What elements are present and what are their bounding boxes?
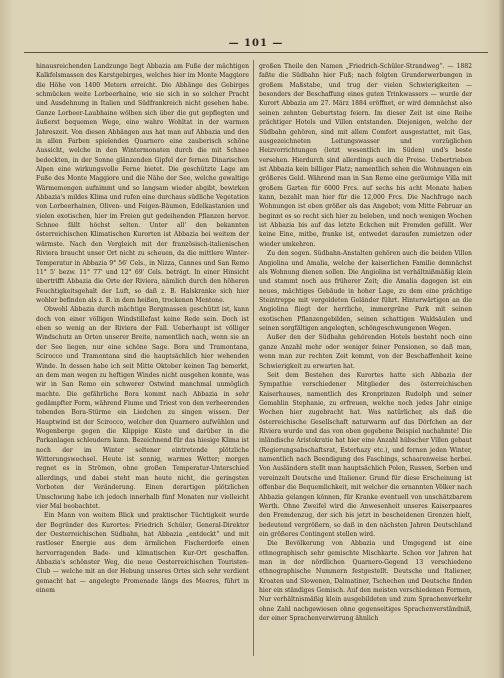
- paragraph: Ein Mann von weitem Blick und praktischer Tüchtigkeit wurde der Begründer des Kurortes: Friedrich Schüler, General-Direktor der Oesterreichischen Südbahn, hat Abbazia „entdeckt“ und mit rastloser Energie aus dem ärmlichen Fischerdorfe einen hervorragenden Bade- und klimatischen Kur-Ort geschaffen. Abbazia's schönster Weg, die neue Oesterreichischen Touristen-Club — welche mit an der Hebung unseres Ortes sich sehr verdient gemacht hat — angelegte Promenade längs des Meeres, führt in einem: [36, 512, 249, 595]
- paragraph: Außer den der Südbahn gehörenden Hotels besteht noch eine ganze Anzahl mehr oder weniger feiner Pensionen, so daß man, wenn man zur rechten Zeit kommt, von der Beschaffenheit keine Schwierigkeit zu erwarten hat.: [259, 334, 472, 370]
- page-number: — 101 —: [228, 38, 284, 49]
- paragraph: Seit dem Bestehen des Kurortes hatte sich Abbazia der Sympathie verschiedener Mitglieder des österreichischen Kaiserhauses, namentlich des Kronprinzen Rudolph und seiner Gemahlin Stephanie, zu erfreuen, welche noch jedes Jahr einige Wochen hier zugebracht hat. Was natürlicher, als daß die österreichische Gesellschaft naturwarm auf das Dörfchen an der Riviera wurde und das von oben gegebene Beispiel nachahmte! Die inländische Aristokratie hat hier eine Anzahl hübscher Villen gebaut (Regierungsabschaftsrat, Esterhazy etc.), und fernen jeden Winter, namentlich nach Beendigung des Faschings, schaarenweise herbei. Von Ausländern stellt man hauptsächlich Polen, Russen, Serben und vereinzelt Deutsche und Italiener. Grund für diese Erscheinung ist offenbar die Bequemlichkeit, mit welcher die ernannten Völker nach Abbazia gelangen können, für Kranke eventuell von unschätzbarem Werth. Ohne Zweifel wird die Anwesenheit unseres Kaiserpaares den Fremdenzug, der sich bis jetzt in bescheidenen Grenzen hielt, bedeutend vergrößern, so daß in den nächsten Jahren Deutschland ein größeres Contingent stellen wird.: [259, 371, 472, 538]
- column-divider: [253, 60, 254, 656]
- right-column: [259, 62, 472, 624]
- page-edge-shadow: [498, 0, 504, 678]
- left-column: [36, 62, 249, 595]
- paragraph: Zu den sogen. Südbahn-Anstalten gehören auch die beiden Villen Angiolina und Amalia, welche der kaiserlichen Familie demnächst als Wohnung dienen sollen. Die Angiolina ist verhältnißmäßig klein und stammt noch aus früherer Zeit; die Amalia dagegen ist ein neues, mächtiges Gebäude in hoher Lage, zu dem eine prächtige Steintreppe mit vergoldeten Geländer führt. Hinterwärtigen an die Angiolina fliegt der herrliche, immergrüne Park mit seinen exotischen Pflanzengebilden, seinen schattigen Waldsäulen und seinen sorgfältigen angelegten, schöngeschwungenen Wegen.: [259, 250, 472, 333]
- paragraph: Obwohl Abbazia durch mächtige Bergmassen geschützt ist, kann doch von einer völligen Windstillefast keine Rede sein. Doch ist eben so wenig an der Riviera der Fall. Ueberhaupt ist völliger Windschutz an Orten unserer Breite, namentlich nach, wenn sie an der See liegen, nur eine schöne Sage. Bora und Tramontana, Scirocco und Tramontana sind die hauptsächlich hier wehenden Winde. In dessen habe ich seit Mitte Oktober keinen Tag bemerkt, an dem man wegen zu heftigen Windes nicht ausgehen konnte, was wir in San Remo ein schwerer Ostwind manchmal unmöglich machte. Die gefährliche Bora kommt nach Abbazia in sehr gedämpfter Form, während Fiume und Triest von den verheerenden tobenden Bora-Stürme ein Liedchen zu singen wissen. Der Hauptwind ist der Scirocco, welcher den Quarnero aufwühlen und Wogenberge gegen die Klippige Küste und darüber in die Parkanlagen schleudern kann. Bezeichnend für das hiesige Klima ist noch der im Winter seltener eintretende plötzliche Witterungswechsel. Heute ist sonnig, warmes Wetter; morgen regnet es in Strömen, ohne großen Temperatur-Unterschied allerdings, und dabei steht man heute nicht, die geringsten Vorboten der Veränderung. Einen derartigen plötzlichen Umschwung habe ich jedoch innerhalb fünf Monaten nur vielleicht vier Mal beobachtet.: [36, 306, 249, 510]
- paragraph: hinausreichenden Landzunge liegt Abbazia am Fuße der mächtigen Kalkfelsmassen des Karstgebirges, welches hier im Monte Maggiore die Höhe von 1400 Metern erreicht. Die Abhänge des Gebirges schmücken weite Lorbeerhaine, wie sie sich in so solcher Pracht und Ausdehnung in Italien und Südfrankreich nicht gesehen habe. Ganze Lorbeer-Laubhaine wölben sich über die gut gepflegten und äußerst bequemen Wege, eine wahre Wohltat in der warmen Jahreszeit. Von diesen Abhängen aus hat man auf Abbazia und den in allen Farben spielenden Quarnero eine zauberisch schöne Aussicht, welche in den Wintermonaten durch die mit Schnee bedeckten, in der Sonne glänzenden Gipfel der fernen Dinarischen Alpen eine wirkungsvolle Ferne bietet. Die geschützte Lage am Fuße des Monte Maggiore und die Nähe der See, welche gewaltige Wärmemengen aufnimmt und so langsam wieder abgibt, bewirken Abbazia's mildes Klima und rufen eine durchaus südliche Vegetation von Lorbeerhainen, Oliven- und Feigen-Bäumen, Edelkastanien und vielen exotischen, hier im Freien gut gedeihenden Pflanzen hervor. Schnee fällt höchst selten. Unter all' den bekannten österreichischen Klimatischen Kurorten ist Abbazia bei weitem der wärmste. Nach den Vergleich mit der französisch-italienischen Riviera braucht unser Ort nicht zu scheuen, da die mittlere Winter-Temperatur in Abbazia 9° 56' Cels., in Nizza, Cannes und San Remo 11° 5' bezw. 11° 77' und 12° 69' Cels. beträgt. In einer Hinsicht übertrifft Abbazia die Orte der Riviera, nämlich durch den höheren Feuchtigkeitsgehalt der Luft, so daß z. B. Halskranke sich hier wohler befinden als z. B. in dem heißen, trockenen Mentone.: [36, 63, 249, 304]
- paragraph: Die Bevölkerung von Abbazia und Umgegend ist eine ethnographisch sehr gemischte Mischkarte. Schon vor Jahren hat man in der nördlichen Quarnero-Gegend 13 verschiedene ethnographische Nummern festgestellt. Deutsche und Italiener, Kroaten und Slowenen, Dalmatiner, Tschechen und Deutsche finden hier ein ständiges Gemisch. Auf den meisten verschiedenen Formen, Nur verhältnismäßig klein ausgebildeten und zum Sprachenverkehr ohne Zahl nachgewiesen ohne gegenseitiges Sprachenverständniß, der einer Sprachenverwirrung ähnlich: [259, 540, 472, 623]
- paragraph: großen Theile den Namen „Friedrich-Schüler-Strandweg“. — 1882 faßte die Südbahn hier Fuß; nach folgten Grunderwerbungen in großem Maßstabe, und trug der vielen Schwierigkeiten — besonders der Beschaffung eines guten Trinkwassers — wurde der Kurort Abbazia am 27. März 1884 eröffnet, er wird demnächst also seinen zehnten Geburtstag feiern. Im dieser Zeit ist eine Reihe prächtiger Hotels und Villen entstanden. Diejenigen, welche der Südbahn gehören, sind mit allem Comfort ausgestattet, mit Gas, ausgezeichneten Leitungswasser und vorzüglichen Heizvorrichtungen (letzt wesentlich im Süden) und's beste versehen. Hierdurch sind allerdings auch die Preise. Uebertrieben ist Abbazia kein billiger Platz; namentlich sehen die Wohnungen ein größeres Geld. Während man in San Remo eine geräumige Villa mit großem Garten für 6000 Frcs. auf sechs bis acht Monate haben kann, bezahlt man hier für die 12,000 Frcs. Die Nachfrage nach Wohnungen ist eben größer als das Angebot; vom Mitte Februar an beginnt es so recht sich hier zu beleben, und noch wenigen Wochen ist Abbazia bis auf das letzte Eckchen mit Fremden gefüllt. Wer keine Eine, mitbe, franke ist, entwedet daraufen zumietzen oder wieder umkehren.: [259, 63, 472, 248]
- page-header: [24, 38, 488, 53]
